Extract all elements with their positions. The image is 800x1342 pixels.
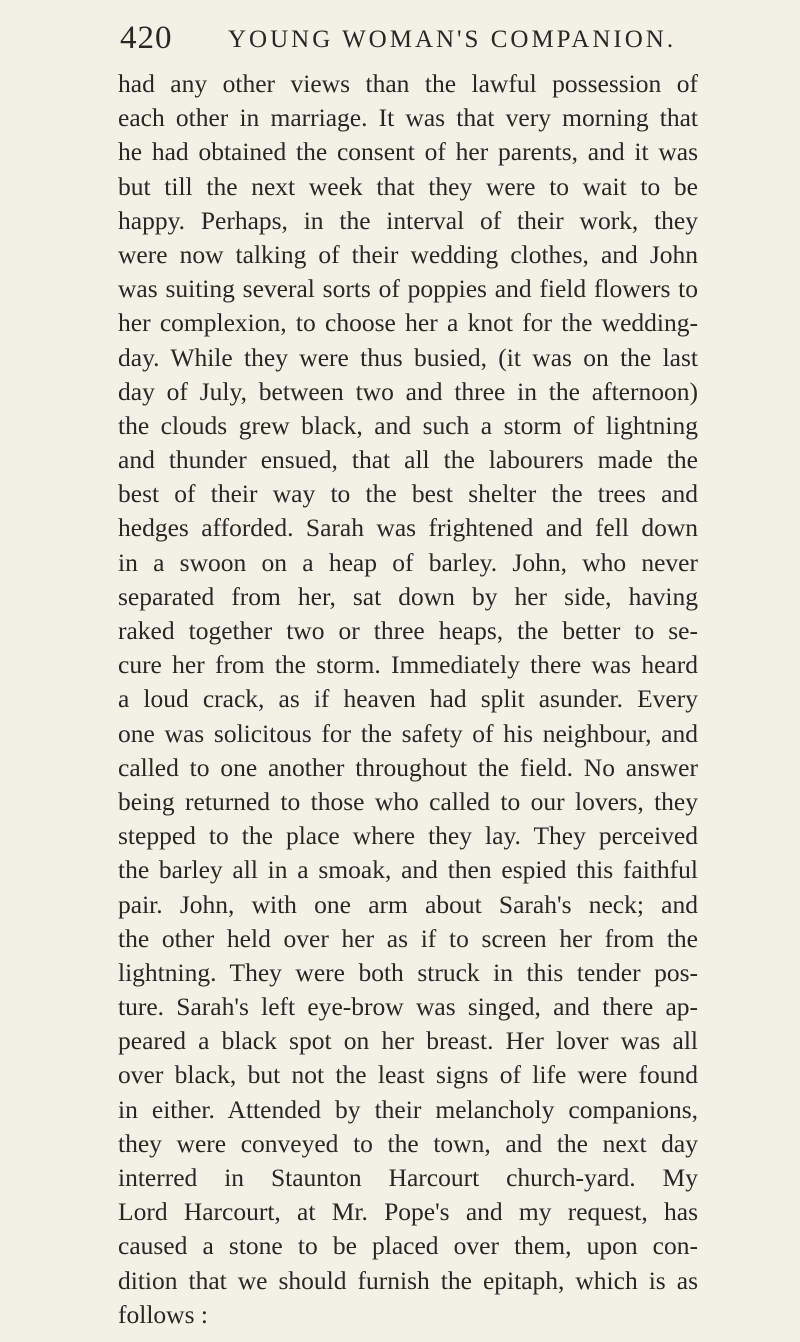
text-line: follows : [118,1299,208,1329]
text-line: stepped to the place where they lay. They perceived [118,821,698,851]
text-line: peared a black spot on her breast. Her lover was all [118,1026,698,1056]
text-line: dition that we should furnish the epitaph, which is as [118,1265,698,1295]
text-line: lightning. They were both struck in this tender pos- [118,957,698,987]
running-head: YOUNG WOMAN'S COMPANION. [228,26,677,53]
text-line: Lord Harcourt, at Mr. Pope's and my request, has [118,1197,698,1227]
text-line: and thunder ensued, that all the labourers made the [118,445,698,475]
text-line: pair. John, with one arm about Sarah's neck; and [118,889,698,919]
text-line: over black, but not the least signs of life were found [118,1060,698,1090]
text-line: the other held over her as if to screen her from the [118,923,698,953]
text-line: a loud crack, as if heaven had split asunder. Every [118,684,698,714]
text-line: day. While they were thus busied, (it was on the last [118,342,698,372]
text-line: in a swoon on a heap of barley. John, who never [118,547,698,577]
text-line: day of July, between two and three in the afternoon) [118,376,698,406]
text-line: he had obtained the consent of her parents, and it was [118,137,698,167]
text-line: were now talking of their wedding clothes, and John [118,239,698,269]
text-line: they were conveyed to the town, and the next day [118,1128,698,1158]
text-line: interred in Staunton Harcourt church-yard. My [118,1163,698,1192]
text-line: happy. Perhaps, in the interval of their work, they [118,205,698,235]
text-line: best of their way to the best shelter the trees and [118,479,698,509]
text-line: but till the next week that they were to wait to be [118,171,698,201]
body-text [118,67,698,1332]
text-line: each other in marriage. It was that very morning that [118,103,698,133]
text-line: raked together two or three heaps, the better to se- [118,616,698,645]
text-line: the clouds grew black, and such a storm of lightning [118,410,698,440]
page-number: 420 [120,20,173,56]
text-line: the barley all in a smoak, and then espied this faithful [118,855,698,885]
text-line: one was solicitous for the safety of his neighbour, and [118,718,698,748]
page-header [120,12,720,60]
text-line: ture. Sarah's left eye-brow was singed, and there ap- [118,992,698,1022]
text-line: called to one another throughout the field. No answer [118,752,698,782]
text-line: hedges afforded. Sarah was frightened and fell down [118,513,698,543]
text-line: caused a stone to be placed over them, upon con- [118,1231,698,1261]
text-line: being returned to those who called to our lovers, they [118,786,698,816]
text-line: separated from her, sat down by her side, having [118,581,698,611]
text-line: had any other views than the lawful possession of [118,69,698,98]
text-line: was suiting several sorts of poppies and field flowers to [118,274,698,304]
text-line: in either. Attended by their melancholy companions, [118,1094,698,1124]
text-line: cure her from the storm. Immediately there was heard [118,650,698,680]
text-line: her complexion, to choose her a knot for the wedding- [118,308,698,338]
